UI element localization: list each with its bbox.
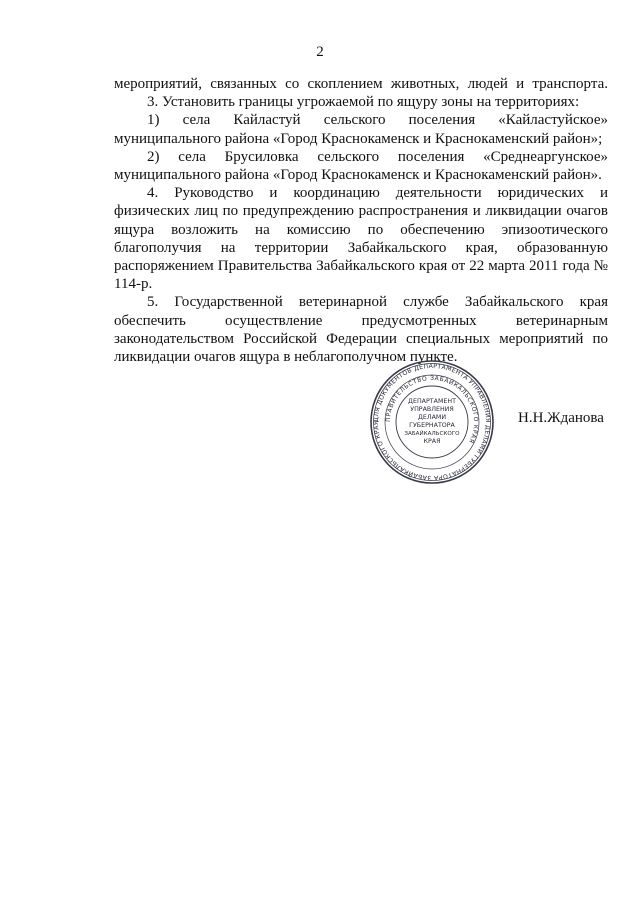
seal-center-line: КРАЯ (423, 438, 441, 445)
signer-name: Н.Н.Жданова (518, 410, 604, 426)
seal-center-line: УПРАВЛЕНИЯ (410, 406, 454, 413)
paragraph-item-3: 3. Установить границы угрожаемой по ящуру зоны на территориях: (147, 94, 580, 111)
seal-center-line: ГУБЕРНАТОРА (409, 422, 455, 429)
seal-center-line: ДЕЛАМИ (417, 414, 447, 421)
paragraph-item-5: 5. Государственной ветеринарной службе Забайкальского края обеспечить осуществление предусмотренных ветеринарным законодательством Российской Федерации специальных мероприятий по ликвидации очагов ящура в неблагополучном пункте. (114, 294, 608, 366)
paragraph-item-4: 4. Руководство и координацию деятельности юридических и физических лиц по предупреждению распространения и ликвидации очагов ящура возложить на комиссию по обеспечению эпизоотического благополучия на территории Забайкальского края, образованную распоряжением Правительства Забайкальского края от 22 марта 2011 года № 114-р. (114, 185, 608, 293)
seal-inner-ring-text: ПРАВИТЕЛЬСТВО ЗАБАЙКАЛЬСКОГО КРАЯ (384, 374, 480, 445)
official-seal-stamp (368, 358, 496, 486)
paragraph-continuation: мероприятий, связанных со скоплением животных, людей и транспорта. (114, 76, 608, 92)
page-number: 2 (316, 44, 324, 60)
paragraph-item-3-2: 2) села Брусиловка сельского поселения «Среднеаргунское» муниципального района «Город Краснокаменск и Краснокаменский район». (114, 148, 608, 184)
seal-center-line: ДЕПАРТАМЕНТ (408, 398, 456, 405)
paragraph-item-3-1: 1) села Кайластуй сельского поселения «Кайластуйское» муниципального района «Город Краснокаменск и Краснокаменский район»; (114, 112, 608, 147)
seal-center-line: ЗАБАЙКАЛЬСКОГО (404, 431, 460, 437)
seal-outer-ring-text: ДЛЯ ДОКУМЕНТОВ ДЕПАРТАМЕНТА УПРАВЛЕНИЯ ДЕЛАМИ ГУБЕРНАТОРА ЗАБАЙКАЛЬСКОГО КРАЯ (372, 362, 492, 482)
document-body (114, 75, 608, 366)
